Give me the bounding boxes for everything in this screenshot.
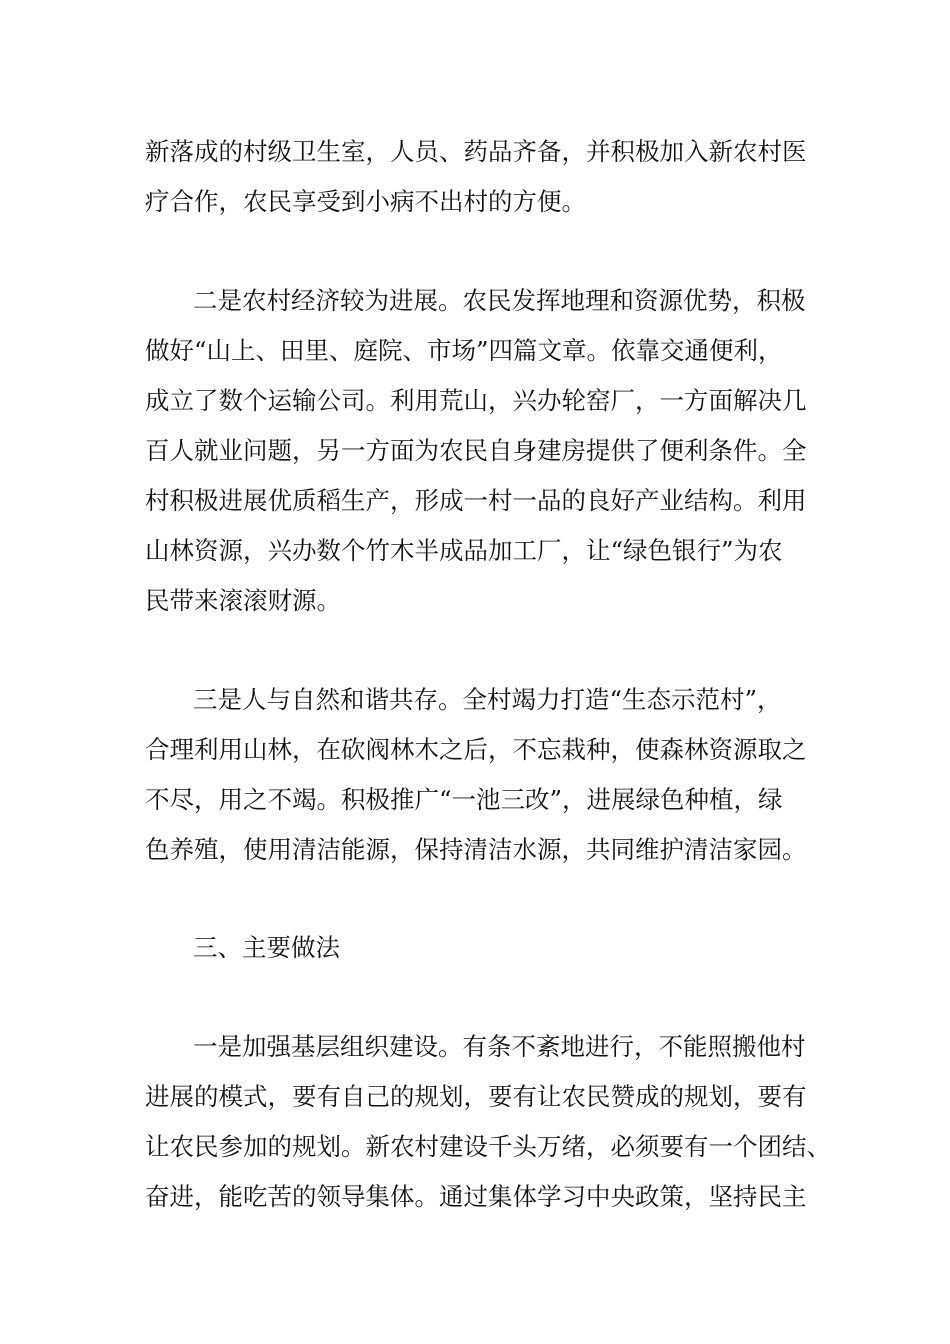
paragraph-2-line-2: 做好“山上、田里、庭院、市场”四篇文章。依靠交通便利，	[145, 336, 783, 365]
paragraph-2-line-6: 山林资源，兴办数个竹木半成品加工厂，让“绿色银行”为农	[145, 536, 783, 565]
paragraph-2-line-3: 成立了数个运输公司。利用荒山，兴办轮窑厂，一方面解决几	[145, 386, 807, 415]
paragraph-2-line-5: 村积极进展优质稻生产，形成一村一品的良好产业结构。利用	[145, 486, 807, 515]
paragraph-3-line-1: 三是人与自然和谐共存。全村竭力打造“生态示范村”，	[193, 685, 782, 714]
paragraph-2-line-4: 百人就业问题，另一方面为农民自身建房提供了便利条件。全	[145, 436, 807, 465]
paragraph-3-line-3: 不尽，用之不竭。积极推广“一池三改”，进展绿色种植，绿	[145, 785, 783, 814]
paragraph-4-line-4: 奋进，能吃苦的领导集体。通过集体学习中央政策，坚持民主	[145, 1182, 807, 1211]
paragraph-3-line-2: 合理利用山林，在砍阀林木之后，不忘栽种，使森林资源取之	[145, 735, 807, 764]
paragraph-4-line-1: 一是加强基层组织建设。有条不紊地进行，不能照搬他村	[193, 1032, 806, 1061]
paragraph-4-line-2: 进展的模式，要有自己的规划，要有让农民赞成的规划，要有	[145, 1082, 807, 1111]
paragraph-4-line-3: 让农民参加的规划。新农村建设千头万绪，必须要有一个团结、	[145, 1132, 831, 1161]
section-heading: 三、主要做法	[193, 933, 340, 962]
paragraph-2-line-7: 民带来滚滚财源。	[145, 586, 341, 615]
paragraph-1-line-1: 新落成的村级卫生室，人员、药品齐备，并积极加入新农村医	[145, 137, 807, 166]
paragraph-3-line-4: 色养殖，使用清洁能源，保持清洁水源，共同维护清洁家园。	[145, 835, 807, 864]
paragraph-1-line-2: 疗合作，农民享受到小病不出村的方便。	[145, 187, 586, 216]
paragraph-2-line-1: 二是农村经济较为进展。农民发挥地理和资源优势，积极	[193, 286, 806, 315]
